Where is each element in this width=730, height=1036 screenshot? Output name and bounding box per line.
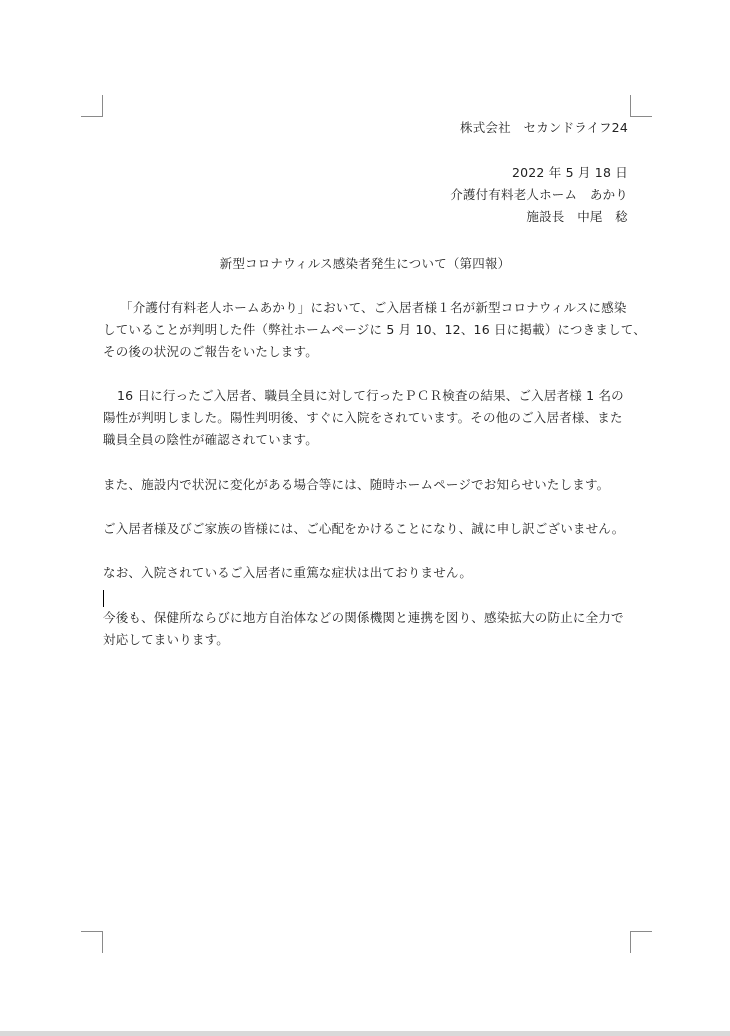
facility-name: 介護付有料老人ホーム あかり [450, 187, 628, 202]
paragraph-6-line-2: 対応してまいります。 [103, 632, 230, 647]
company-name: 株式会社 セカンドライフ24 [460, 120, 628, 135]
paragraph-5: なお、入院されているご入居者に重篤な症状は出ておりません。 [103, 565, 473, 580]
paragraph-1-line-2: していることが判明した件（弊社ホームページに 5 月 10、12、16 日に掲載）につきまして、 [103, 322, 646, 337]
paragraph-6-line-1: 今後も、保健所ならびに地方自治体などの関係機関と連携を図り、感染拡大の防止に全力で [103, 610, 624, 625]
paragraph-1-line-3: その後の状況のご報告をいたします。 [103, 344, 318, 359]
paragraph-4: ご入居者様及びご家族の皆様には、ご心配をかけることになり、誠に申し訳ございません。 [103, 521, 625, 536]
paragraph-2-line-3: 職員全員の陰性が確認されています。 [103, 432, 318, 447]
paragraph-2-line-1: 16 日に行ったご入居者、職員全員に対して行ったＰＣＲ検査の結果、ご入居者様 1 名の [117, 388, 624, 403]
window-bottom-edge [0, 1031, 730, 1036]
crop-mark-top-right [630, 95, 652, 117]
document-title: 新型コロナウィルス感染者発生について（第四報） [219, 256, 511, 271]
crop-mark-bottom-right [630, 931, 652, 953]
crop-mark-bottom-left [81, 931, 103, 953]
paragraph-2-line-2: 陽性が判明しました。陽性判明後、すぐに入院をされています。その他のご入居者様、また [103, 410, 623, 425]
text-cursor [103, 590, 104, 607]
crop-mark-top-left [81, 95, 103, 117]
director-name: 施設長 中尾 稔 [526, 209, 628, 224]
paragraph-3: また、施設内で状況に変化がある場合等には、随時ホームページでお知らせいたします。 [103, 477, 610, 492]
issue-date: 2022 年 5 月 18 日 [511, 165, 628, 180]
paragraph-1-line-1: 「介護付有料老人ホームあかり」において、ご入居者様１名が新型コロナウィルスに感染 [120, 300, 627, 315]
